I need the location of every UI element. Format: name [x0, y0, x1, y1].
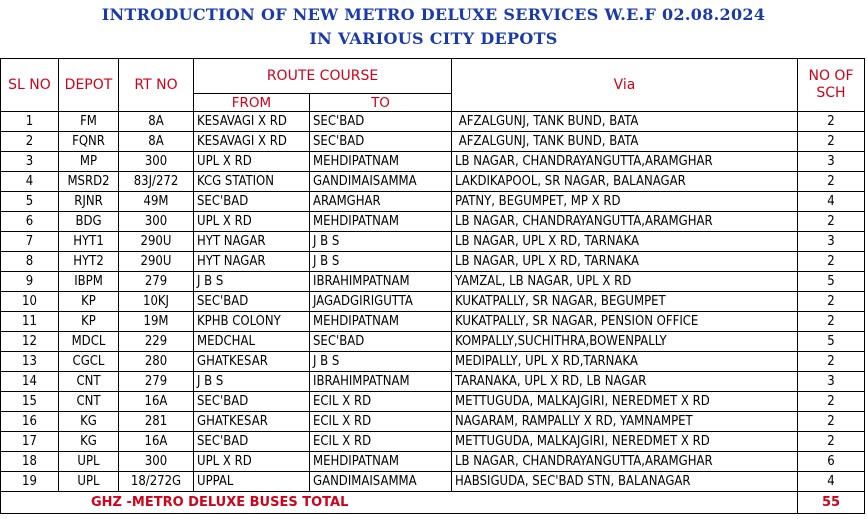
cell-depot: HYT2: [59, 252, 119, 272]
table-row: [1, 352, 865, 372]
total-row: [1, 492, 865, 514]
cell-from: GHATKESAR: [194, 412, 310, 432]
cell-no-of-sch: 3: [798, 232, 865, 252]
cell-no-of-sch: 5: [798, 332, 865, 352]
cell-sl-no: 18: [1, 452, 59, 472]
cell-from: HYT NAGAR: [194, 232, 310, 252]
header-from: FROM: [194, 94, 310, 112]
table-row: [1, 312, 865, 332]
cell-depot: IBPM: [59, 272, 119, 292]
cell-rt-no: 8A: [119, 112, 194, 132]
cell-sl-no: 1: [1, 112, 59, 132]
table-row: [1, 432, 865, 452]
cell-depot: KG: [59, 432, 119, 452]
cell-sl-no: 10: [1, 292, 59, 312]
cell-depot: FM: [59, 112, 119, 132]
cell-from: UPPAL: [194, 472, 310, 492]
cell-via: NAGARAM, RAMPALLY X RD, YAMNAMPET: [452, 412, 798, 432]
table-row: [1, 212, 865, 232]
header-rt-no: RT NO: [119, 59, 194, 112]
cell-rt-no: 229: [119, 332, 194, 352]
cell-to: MEHDIPATNAM: [310, 212, 452, 232]
cell-sl-no: 13: [1, 352, 59, 372]
header-no-of-sch: NO OF SCH: [798, 59, 865, 112]
total-value: 55: [798, 492, 865, 514]
cell-depot: RJNR: [59, 192, 119, 212]
table-row: [1, 172, 865, 192]
cell-rt-no: 16A: [119, 432, 194, 452]
cell-depot: KP: [59, 312, 119, 332]
title-line-1: INTRODUCTION OF NEW METRO DELUXE SERVICES W.E.F 02.08.2024: [101, 5, 766, 24]
cell-rt-no: 300: [119, 152, 194, 172]
cell-via: LB NAGAR, CHANDRAYANGUTTA,ARAMGHAR: [452, 212, 798, 232]
cell-via: AFZALGUNJ, TANK BUND, BATA: [452, 132, 798, 152]
cell-no-of-sch: 5: [798, 272, 865, 292]
cell-sl-no: 11: [1, 312, 59, 332]
cell-to: IBRAHIMPATNAM: [310, 372, 452, 392]
cell-rt-no: 280: [119, 352, 194, 372]
cell-rt-no: 290U: [119, 252, 194, 272]
cell-via: LB NAGAR, UPL X RD, TARNAKA: [452, 252, 798, 272]
header-via: Via: [452, 59, 798, 112]
cell-rt-no: 279: [119, 372, 194, 392]
cell-to: IBRAHIMPATNAM: [310, 272, 452, 292]
cell-depot: CNT: [59, 392, 119, 412]
table-row: [1, 412, 865, 432]
cell-sl-no: 8: [1, 252, 59, 272]
cell-from: SEC'BAD: [194, 292, 310, 312]
cell-rt-no: 18/272G: [119, 472, 194, 492]
cell-sl-no: 5: [1, 192, 59, 212]
cell-from: KESAVAGI X RD: [194, 112, 310, 132]
cell-via: METTUGUDA, MALKAJGIRI, NEREDMET X RD: [452, 392, 798, 412]
cell-via: KUKATPALLY, SR NAGAR, BEGUMPET: [452, 292, 798, 312]
cell-from: KPHB COLONY: [194, 312, 310, 332]
cell-via: TARANAKA, UPL X RD, LB NAGAR: [452, 372, 798, 392]
cell-via: METTUGUDA, MALKAJGIRI, NEREDMET X RD: [452, 432, 798, 452]
cell-from: UPL X RD: [194, 452, 310, 472]
cell-sl-no: 7: [1, 232, 59, 252]
cell-depot: MP: [59, 152, 119, 172]
cell-from: UPL X RD: [194, 152, 310, 172]
cell-sl-no: 3: [1, 152, 59, 172]
cell-sl-no: 17: [1, 432, 59, 452]
table-row: [1, 232, 865, 252]
cell-from: HYT NAGAR: [194, 252, 310, 272]
cell-sl-no: 9: [1, 272, 59, 292]
cell-rt-no: 281: [119, 412, 194, 432]
cell-rt-no: 49M: [119, 192, 194, 212]
cell-from: KCG STATION: [194, 172, 310, 192]
header-route-course: ROUTE COURSE: [194, 59, 452, 94]
cell-rt-no: 83J/272: [119, 172, 194, 192]
cell-sl-no: 16: [1, 412, 59, 432]
cell-depot: KP: [59, 292, 119, 312]
cell-sl-no: 15: [1, 392, 59, 412]
cell-via: LB NAGAR, UPL X RD, TARNAKA: [452, 232, 798, 252]
cell-to: ECIL X RD: [310, 412, 452, 432]
table-row: [1, 292, 865, 312]
cell-no-of-sch: 2: [798, 412, 865, 432]
cell-depot: UPL: [59, 452, 119, 472]
cell-to: MEHDIPATNAM: [310, 152, 452, 172]
cell-via: LB NAGAR, CHANDRAYANGUTTA,ARAMGHAR: [452, 152, 798, 172]
total-label: GHZ -METRO DELUXE BUSES TOTAL: [1, 492, 798, 514]
cell-no-of-sch: 2: [798, 132, 865, 152]
cell-from: KESAVAGI X RD: [194, 132, 310, 152]
cell-sl-no: 12: [1, 332, 59, 352]
cell-via: LB NAGAR, CHANDRAYANGUTTA,ARAMGHAR: [452, 452, 798, 472]
cell-via: AFZALGUNJ, TANK BUND, BATA: [452, 112, 798, 132]
cell-to: SEC'BAD: [310, 112, 452, 132]
cell-rt-no: 290U: [119, 232, 194, 252]
cell-no-of-sch: 3: [798, 152, 865, 172]
cell-via: MEDIPALLY, UPL X RD,TARNAKA: [452, 352, 798, 372]
cell-no-of-sch: 2: [798, 112, 865, 132]
table-row: [1, 132, 865, 152]
table-row: [1, 372, 865, 392]
cell-via: YAMZAL, LB NAGAR, UPL X RD: [452, 272, 798, 292]
cell-via: HABSIGUDA, SEC'BAD STN, BALANAGAR: [452, 472, 798, 492]
cell-rt-no: 19M: [119, 312, 194, 332]
cell-rt-no: 300: [119, 212, 194, 232]
cell-to: SEC'BAD: [310, 332, 452, 352]
cell-no-of-sch: 4: [798, 192, 865, 212]
table-row: [1, 332, 865, 352]
cell-no-of-sch: 2: [798, 312, 865, 332]
cell-to: MEHDIPATNAM: [310, 312, 452, 332]
table-row: [1, 252, 865, 272]
table-row: [1, 152, 865, 172]
cell-from: J B S: [194, 272, 310, 292]
table-row: [1, 472, 865, 492]
cell-depot: CGCL: [59, 352, 119, 372]
cell-no-of-sch: 2: [798, 292, 865, 312]
cell-from: MEDCHAL: [194, 332, 310, 352]
cell-sl-no: 4: [1, 172, 59, 192]
table-row: [1, 112, 865, 132]
table-row: [1, 192, 865, 212]
cell-sl-no: 6: [1, 212, 59, 232]
cell-to: MEHDIPATNAM: [310, 452, 452, 472]
cell-no-of-sch: 6: [798, 452, 865, 472]
cell-to: J B S: [310, 232, 452, 252]
cell-from: SEC'BAD: [194, 392, 310, 412]
cell-sl-no: 19: [1, 472, 59, 492]
cell-no-of-sch: 4: [798, 472, 865, 492]
table-row: [1, 452, 865, 472]
cell-sl-no: 14: [1, 372, 59, 392]
cell-depot: KG: [59, 412, 119, 432]
cell-via: KOMPALLY,SUCHITHRA,BOWENPALLY: [452, 332, 798, 352]
cell-to: SEC'BAD: [310, 132, 452, 152]
header-to: TO: [310, 94, 452, 112]
header-sl-no: SL NO: [1, 59, 59, 112]
cell-via: KUKATPALLY, SR NAGAR, PENSION OFFICE: [452, 312, 798, 332]
cell-rt-no: 300: [119, 452, 194, 472]
table-row: [1, 392, 865, 412]
cell-to: GANDIMAISAMMA: [310, 472, 452, 492]
cell-no-of-sch: 2: [798, 392, 865, 412]
cell-to: ARAMGHAR: [310, 192, 452, 212]
cell-depot: MSRD2: [59, 172, 119, 192]
cell-via: LAKDIKAPOOL, SR NAGAR, BALANAGAR: [452, 172, 798, 192]
table-row: [1, 272, 865, 292]
cell-no-of-sch: 2: [798, 432, 865, 452]
cell-to: J B S: [310, 352, 452, 372]
cell-no-of-sch: 2: [798, 172, 865, 192]
cell-from: GHATKESAR: [194, 352, 310, 372]
cell-to: JAGADGIRIGUTTA: [310, 292, 452, 312]
title-line-2: IN VARIOUS CITY DEPOTS: [309, 29, 558, 48]
cell-depot: HYT1: [59, 232, 119, 252]
cell-depot: UPL: [59, 472, 119, 492]
cell-rt-no: 279: [119, 272, 194, 292]
cell-to: GANDIMAISAMMA: [310, 172, 452, 192]
cell-no-of-sch: 2: [798, 212, 865, 232]
cell-rt-no: 16A: [119, 392, 194, 412]
cell-depot: BDG: [59, 212, 119, 232]
cell-depot: FQNR: [59, 132, 119, 152]
cell-via: PATNY, BEGUMPET, MP X RD: [452, 192, 798, 212]
cell-depot: CNT: [59, 372, 119, 392]
cell-from: UPL X RD: [194, 212, 310, 232]
cell-no-of-sch: 2: [798, 252, 865, 272]
cell-from: J B S: [194, 372, 310, 392]
cell-to: J B S: [310, 252, 452, 272]
cell-to: ECIL X RD: [310, 432, 452, 452]
cell-sl-no: 2: [1, 132, 59, 152]
cell-to: ECIL X RD: [310, 392, 452, 412]
cell-rt-no: 10KJ: [119, 292, 194, 312]
cell-no-of-sch: 2: [798, 352, 865, 372]
cell-from: SEC'BAD: [194, 192, 310, 212]
metro-deluxe-services-table: [0, 58, 865, 514]
cell-no-of-sch: 3: [798, 372, 865, 392]
cell-depot: MDCL: [59, 332, 119, 352]
cell-from: SEC'BAD: [194, 432, 310, 452]
cell-rt-no: 8A: [119, 132, 194, 152]
header-depot: DEPOT: [59, 59, 119, 112]
